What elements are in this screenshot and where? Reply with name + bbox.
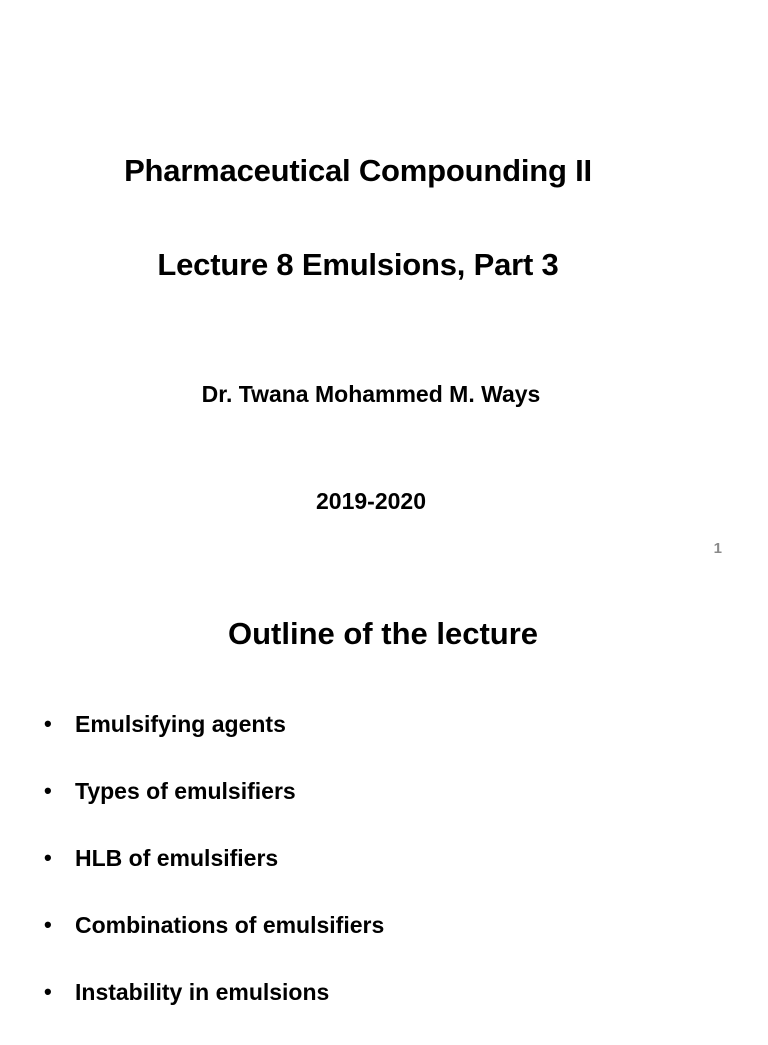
outline-slide <box>0 576 768 1024</box>
list-item-text: Instability in emulsions <box>75 979 330 1005</box>
list-item-text: HLB of emulsifiers <box>75 845 279 871</box>
lecture-title: Lecture 8 Emulsions, Part 3 <box>157 247 559 282</box>
list-item-text: Combinations of emulsifiers <box>75 912 385 938</box>
list-item <box>44 844 384 911</box>
outline-title: Outline of the lecture <box>227 616 539 651</box>
list-item <box>44 777 384 844</box>
bullet-icon: • <box>44 845 52 870</box>
bullet-icon: • <box>44 778 52 803</box>
bullet-icon: • <box>44 912 52 937</box>
course-title: Pharmaceutical Compounding II <box>124 153 592 188</box>
outline-bullet-list <box>44 710 384 1045</box>
author-name: Dr. Twana Mohammed M. Ways <box>201 381 541 407</box>
list-item-text: Emulsifying agents <box>75 711 286 737</box>
bullet-icon: • <box>44 979 52 1004</box>
list-item <box>44 911 384 978</box>
list-item <box>44 978 384 1045</box>
slide-page-number: 1 <box>713 540 722 557</box>
academic-year: 2019-2020 <box>316 488 426 514</box>
list-item-text: Types of emulsifiers <box>75 778 296 804</box>
list-item <box>44 710 384 777</box>
bullet-icon: • <box>44 711 52 736</box>
